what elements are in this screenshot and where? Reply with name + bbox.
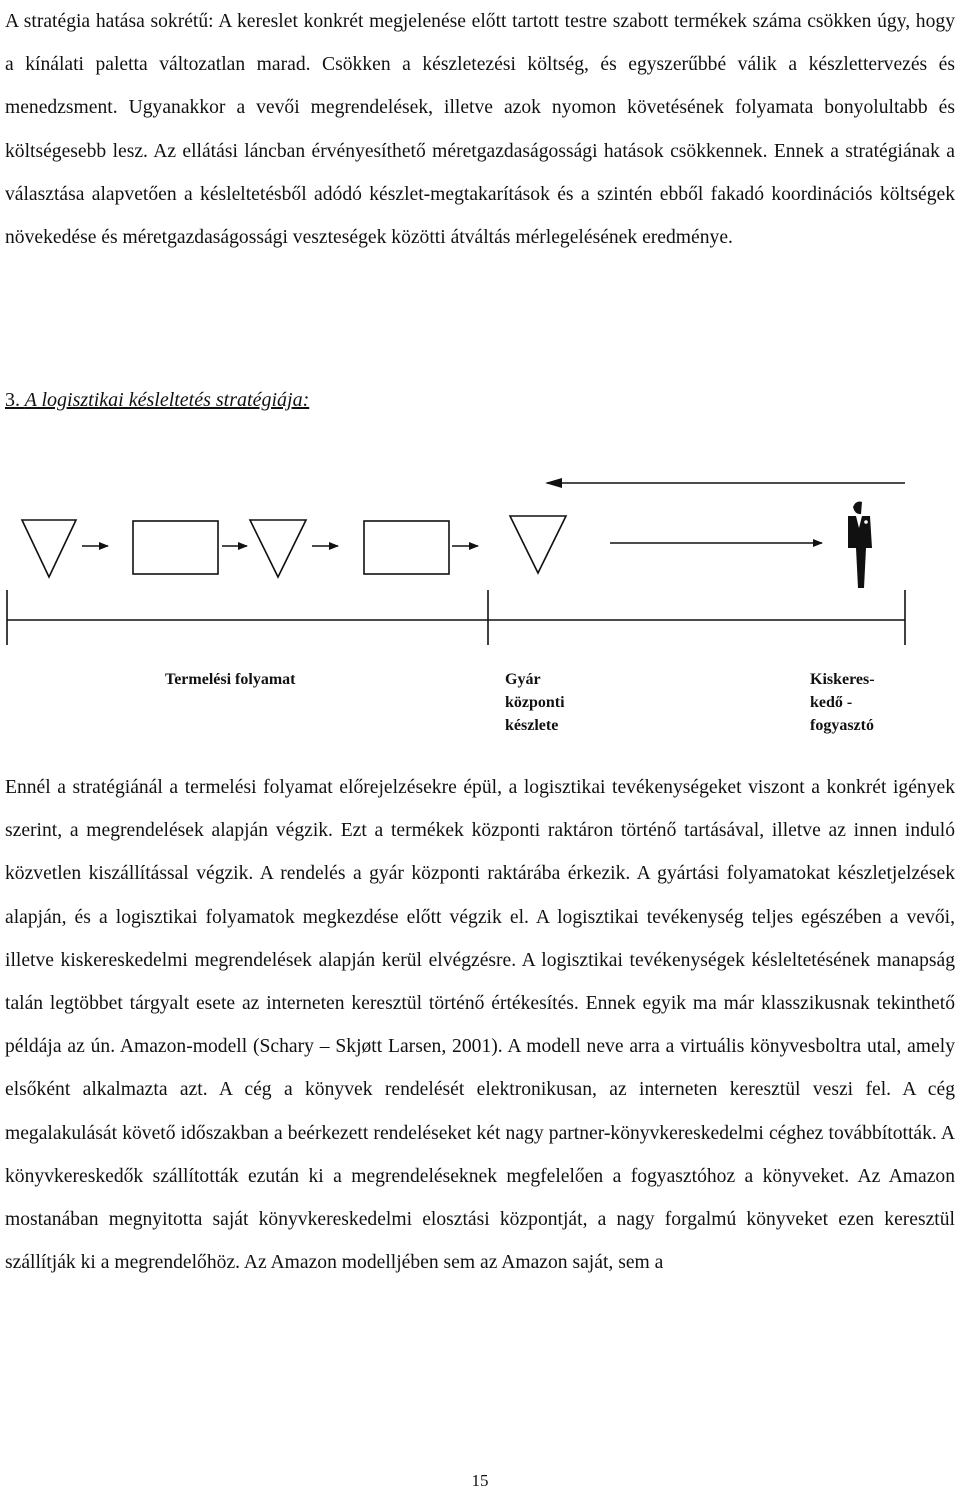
- postponement-diagram: [0, 460, 960, 660]
- section-title: A logisztikai késleltetés stratégiája:: [24, 389, 310, 411]
- central-stock-label: Gyár központi készlete: [505, 671, 565, 734]
- process-box-1: [133, 521, 218, 574]
- consumer-figure-icon: [848, 502, 872, 588]
- retailer-consumer-label: Kiskeres- kedő - fogyasztó: [810, 671, 875, 734]
- order-flow-arrowhead: [545, 478, 562, 488]
- section-number: 3.: [5, 389, 20, 411]
- page-number: 15: [471, 1471, 489, 1490]
- intro-paragraph: A stratégia hatása sokrétű: A kereslet konkrét megjelenése előtt tartott testre szabott termékek száma csökken úgy, hogy a kínálati paletta változatlan marad. Csökken a készletezési költség, és egyszerűbbé válik a készlettervezés és menedzsment. Ugyanakkor a vevői megrendelések, illetve azok nyomon követésének folyamata bonyolultabb és költségesebb lesz. Az ellátási láncban érvényesíthető méretgazdaságossági hatások csökkennek. Ennek a stratégiának a választása alapvetően a késleltetésből adódó készlet-megtakarítások és a szintén ebből fakadó koordinációs költségek növekedése és méretgazdaságossági veszteségek közötti átváltás mérlegelésének eredménye.: [5, 11, 955, 249]
- central-stock-triangle: [510, 516, 566, 573]
- process-box-2: [364, 521, 449, 574]
- production-process-label: Termelési folyamat: [165, 671, 296, 688]
- section-heading: [5, 379, 309, 422]
- body-paragraph: Ennél a stratégiánál a termelési folyamat előrejelzésekre épül, a logisztikai tevékenységeket viszont a konkrét igények szerint, a megrendelések alapján végzik. Ezt a termékek központi raktáron történő tartásával, illetve az innen induló közvetlen kiszállítással végzik. A rendelés a gyár központi raktárába érkezik. A gyártási folyamatokat készletjelzések alapján, és a logisztikai folyamatok megkezdése előtt végzik el. A logisztikai tevékenység teljes egészében a vevői, illetve kiskereskedelmi megrendelések alapján kerül elvégzésre. A logisztikai tevékenységek késleltetésének manapság talán legtöbbet tárgyalt esete az interneten keresztül történő értékesítés. Ennek egyik ma már klasszikusnak tekinthető példája az ún. Amazon-modell (Schary – Skjøtt Larsen, 2001). A modell neve arra a virtuális könyvesboltra utal, amely elsőként alkalmazta azt. A cég a könyvek rendelését elektronikusan, az interneten keresztül veszi fel. A cég megalakulását követő időszakban a beérkezett rendeléseket két nagy partner-könyvkereskedelmi céghez továbbították. A könyvkereskedők szállították ezután ki a megrendeléseknek megfelelően a fogyasztóhoz a könyveket. Az Amazon mostanában megnyitotta saját könyvkereskedelmi elosztási központját, a nagy forgalmú könyveket ezen keresztül szállítják ki a megrendelőhöz. Az Amazon modelljében sem az Amazon saját, sem a: [5, 777, 955, 1274]
- stock-triangle-2: [250, 520, 306, 577]
- stock-triangle-1: [22, 520, 76, 577]
